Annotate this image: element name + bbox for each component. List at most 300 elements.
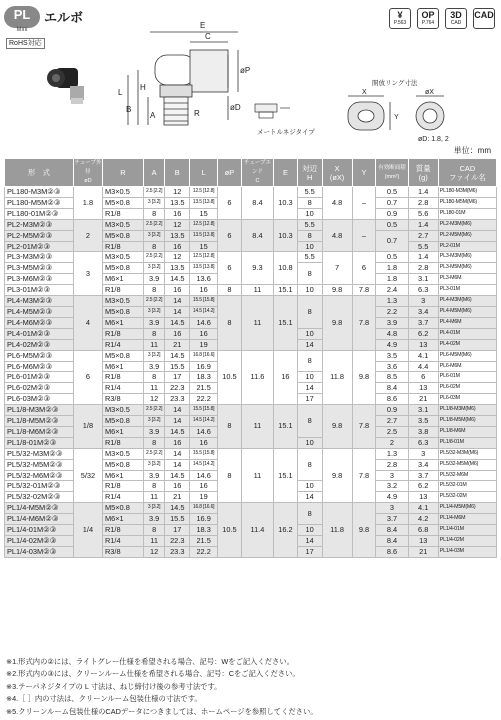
cell-p: 6 <box>218 219 242 252</box>
cell-l: 14.6 <box>190 426 218 437</box>
ring-X: X <box>362 89 367 96</box>
table-row <box>5 503 497 514</box>
cell-cad: PL4-01M <box>438 328 496 339</box>
ring-Y: Y <box>394 114 399 121</box>
cell-s: 8.6 <box>376 394 408 405</box>
cell-w: 3.1 <box>408 274 438 285</box>
column-header: B <box>165 159 190 187</box>
cell-a: 3 [3.2] <box>143 350 165 361</box>
cell-s: 3.6 <box>376 361 408 372</box>
cell-y: 7.8 <box>352 448 376 503</box>
cell-cad: PL180-M3M(M6) <box>438 187 496 198</box>
cell-s: 0.9 <box>376 208 408 219</box>
cell-w: 6 <box>408 372 438 383</box>
cell-h: 17 <box>297 546 322 557</box>
cell-a: 11 <box>143 339 165 350</box>
column-header: øP <box>218 159 242 187</box>
cell-y: 7.8 <box>352 296 376 351</box>
cell-e: 16.2 <box>274 503 298 558</box>
cell-y: – <box>352 187 376 220</box>
column-header: 有効断面積 (mm²) <box>376 159 408 187</box>
cell-w: 3.7 <box>408 317 438 328</box>
cell-b: 14 <box>165 448 190 459</box>
cell-h: 5.5 <box>297 252 322 263</box>
cell-tube-od: 5/32 <box>73 448 102 503</box>
cell-h: 8 <box>297 448 322 481</box>
cell-h: 10 <box>297 372 322 383</box>
cell-h: 10 <box>297 208 322 219</box>
cell-w: 4.1 <box>408 350 438 361</box>
cell-h: 8 <box>297 350 322 372</box>
cell-l: 15 <box>190 241 218 252</box>
cell-l: 14.5 [14.2] <box>190 306 218 317</box>
cell-model: PL1/4-M5M②③ <box>5 503 74 514</box>
cell-w: 1.4 <box>408 252 438 263</box>
cell-l: 21.5 <box>190 536 218 547</box>
cell-a: 8 <box>143 208 165 219</box>
cell-s: 0.7 <box>376 197 408 208</box>
cell-w: 3 <box>408 296 438 307</box>
cell-s: 3.7 <box>376 514 408 525</box>
cell-tube-od: 3 <box>73 252 102 296</box>
cell-c: 11 <box>241 448 273 503</box>
cell-b: 16 <box>165 437 190 448</box>
cell-a: 3 [3.2] <box>143 306 165 317</box>
cell-p: 8 <box>218 296 242 351</box>
metric-caption: メートルネジタイプ <box>257 129 315 136</box>
cell-model: PL5/32-02M②③ <box>5 492 74 503</box>
cell-l: 16 <box>190 481 218 492</box>
cell-y: 7.8 <box>352 285 376 296</box>
cell-model: PL6-01M②③ <box>5 372 74 383</box>
cell-l: 15 <box>190 208 218 219</box>
cell-r: M5×0.8 <box>102 197 143 208</box>
cell-h: 10 <box>297 525 322 536</box>
note-line: ※3.テーパネジタイプの L 寸法は、ねじ締付け後の参考寸法です。 <box>6 681 222 691</box>
cell-b: 13.5 <box>165 230 190 241</box>
cell-b: 17 <box>165 372 190 383</box>
cell-b: 14 <box>165 306 190 317</box>
cell-c: 9.3 <box>241 252 273 285</box>
cell-cad: PL1/4-03M <box>438 546 496 557</box>
cell-a: 12 <box>143 394 165 405</box>
cell-s: 8.4 <box>376 525 408 536</box>
cell-model: PL5/32-M6M②③ <box>5 470 74 481</box>
cell-model: PL2-M5M②③ <box>5 230 74 241</box>
cell-w: 5.6 <box>408 208 438 219</box>
cell-cad: PL3-M3M(M6) <box>438 252 496 263</box>
ring-drawing <box>348 96 444 130</box>
cell-cad: PL6-M6M <box>438 361 496 372</box>
cell-a: 8 <box>143 285 165 296</box>
cell-l: 16.9 <box>190 514 218 525</box>
cell-h: 8 <box>297 263 322 285</box>
spec-table-header <box>5 159 497 187</box>
cell-r: M3×0.5 <box>102 187 143 198</box>
cell-s: 3.5 <box>376 350 408 361</box>
cell-a: 2.5 [2.2] <box>143 187 165 198</box>
cell-s: 1.3 <box>376 448 408 459</box>
cell-s: 0.9 <box>376 405 408 416</box>
cell-r: M6×1 <box>102 274 143 285</box>
cell-w: 2.7 <box>408 230 438 241</box>
cell-model: PL4-M3M②③ <box>5 296 74 307</box>
cell-c: 11 <box>241 405 273 449</box>
cell-cad: PL3-M6M <box>438 274 496 285</box>
column-header: R <box>102 159 143 187</box>
cell-s: 1.3 <box>376 296 408 307</box>
cell-s: 3.9 <box>376 317 408 328</box>
cell-s: 0.5 <box>376 187 408 198</box>
cell-a: 3 [3.2] <box>143 503 165 514</box>
cell-x: 7 <box>322 252 352 285</box>
cell-a: 11 <box>143 536 165 547</box>
cell-r: R1/8 <box>102 285 143 296</box>
cell-s: 3 <box>376 470 408 481</box>
dim-D: øD <box>230 103 241 112</box>
note-line: ※2.形式内の③には、クリーンルーム仕様を希望される場合、記号：Cをご記入ください。 <box>6 669 300 679</box>
cell-s: 8.4 <box>376 536 408 547</box>
dim-R: R <box>194 109 200 118</box>
cell-s: 1.8 <box>376 263 408 274</box>
cell-p: 8 <box>218 448 242 503</box>
cell-r: M6×1 <box>102 514 143 525</box>
cell-w: 2.8 <box>408 197 438 208</box>
cell-r: M3×0.5 <box>102 405 143 416</box>
cell-a: 8 <box>143 372 165 383</box>
cell-model: PL1/8-M6M②③ <box>5 426 74 437</box>
cell-a: 11 <box>143 383 165 394</box>
column-header: Y <box>352 159 376 187</box>
cell-x: 4.8 <box>322 219 352 252</box>
cell-b: 17 <box>165 525 190 536</box>
cell-s: 0.5 <box>376 252 408 263</box>
cell-e: 15.1 <box>274 285 298 296</box>
table-row <box>5 219 497 230</box>
cell-y: 7.8 <box>352 405 376 449</box>
cell-a: 3 [3.2] <box>143 230 165 241</box>
column-header: 質量 (g) <box>408 159 438 187</box>
dim-H: H <box>140 83 146 92</box>
cell-h: 8 <box>297 503 322 525</box>
cell-model: PL180-M5M②③ <box>5 197 74 208</box>
cell-e: 15.1 <box>274 448 298 503</box>
cell-r: R1/4 <box>102 536 143 547</box>
cell-w: 1.4 <box>408 187 438 198</box>
cell-l: 12.5 [12.8] <box>190 252 218 263</box>
cell-a: 3.9 <box>143 514 165 525</box>
cell-w: 21 <box>408 546 438 557</box>
cell-s: 0.5 <box>376 219 408 230</box>
cell-l: 16 <box>190 285 218 296</box>
cell-model: PL4-M6M②③ <box>5 317 74 328</box>
cell-w: 13 <box>408 383 438 394</box>
cell-r: M5×0.8 <box>102 263 143 274</box>
cell-b: 12 <box>165 219 190 230</box>
ring-od: øD: 1.8, 2 <box>418 136 449 143</box>
cell-h: 14 <box>297 536 322 547</box>
cell-model: PL6-M5M②③ <box>5 350 74 361</box>
column-header: チューブ外径 øD <box>73 159 102 187</box>
spec-group <box>5 350 497 405</box>
cell-a: 8 <box>143 241 165 252</box>
cell-x: 4.8 <box>322 187 352 220</box>
cell-h: 8 <box>297 405 322 438</box>
cell-l: 16.8 [16.6] <box>190 503 218 514</box>
cell-b: 22.3 <box>165 536 190 547</box>
cell-a: 2.5 [2.2] <box>143 296 165 307</box>
spec-group <box>5 187 497 220</box>
cell-model: PL3-M5M②③ <box>5 263 74 274</box>
cell-model: PL5/32-01M②③ <box>5 481 74 492</box>
column-header: E <box>274 159 298 187</box>
metric-thread-drawing <box>255 104 290 118</box>
cell-b: 14.5 <box>165 426 190 437</box>
cell-model: PL6-M6M②③ <box>5 361 74 372</box>
cell-x: 9.8 <box>322 448 352 503</box>
cell-r: R1/4 <box>102 383 143 394</box>
cell-w: 3.8 <box>408 426 438 437</box>
cell-b: 16 <box>165 328 190 339</box>
cell-b: 13.5 <box>165 263 190 274</box>
cell-cad: PL1/4-M6M <box>438 514 496 525</box>
table-row <box>5 252 497 263</box>
cell-cad: PL1/8-01M <box>438 437 496 448</box>
cell-s: 0.7 <box>376 230 408 252</box>
cell-cad: PL2-M5M(M6) <box>438 230 496 241</box>
cell-p: 10.5 <box>218 503 242 558</box>
cell-w: 3 <box>408 448 438 459</box>
cell-w: 6.3 <box>408 285 438 296</box>
cell-w: 4.1 <box>408 503 438 514</box>
cell-cad: PL3-M5M(M6) <box>438 263 496 274</box>
cell-w: 3.1 <box>408 405 438 416</box>
cell-cad: PL4-02M <box>438 339 496 350</box>
cell-y: 9.8 <box>352 350 376 405</box>
column-header: チュープエンド C <box>241 159 273 187</box>
cell-model: PL3-M6M②③ <box>5 274 74 285</box>
cell-y: – <box>352 219 376 252</box>
cell-p: 8 <box>218 285 242 296</box>
cell-r: R1/8 <box>102 481 143 492</box>
cell-model: PL180-M3M②③ <box>5 187 74 198</box>
column-header: A <box>143 159 165 187</box>
cell-s: 1.8 <box>376 274 408 285</box>
cell-r: M5×0.8 <box>102 503 143 514</box>
cell-w: 6.3 <box>408 437 438 448</box>
cell-r: R1/8 <box>102 208 143 219</box>
price-icon[interactable]: ¥ P.563 <box>389 8 411 29</box>
cell-l: 16 <box>190 437 218 448</box>
column-header: X (øX) <box>322 159 352 187</box>
cell-l: 13.6 <box>190 274 218 285</box>
cell-x: 9.8 <box>322 405 352 449</box>
cell-l: 14.5 [14.2] <box>190 416 218 427</box>
cell-e: 10.3 <box>274 219 298 252</box>
cell-r: M5×0.8 <box>102 416 143 427</box>
page-title: エルボ <box>44 10 84 25</box>
cell-cad: PL1/8-M3M(M6) <box>438 405 496 416</box>
cell-p: 6 <box>218 187 242 220</box>
cell-b: 13.5 <box>165 197 190 208</box>
cell-s: 2.4 <box>376 285 408 296</box>
cell-x: 9.8 <box>322 296 352 351</box>
cell-s: 4.9 <box>376 339 408 350</box>
cell-c: 11.6 <box>241 350 273 405</box>
cell-l: 15.5 [15.8] <box>190 296 218 307</box>
cell-x: 11.8 <box>322 350 352 405</box>
spec-group <box>5 296 497 351</box>
cad-icon[interactable]: CAD <box>473 8 495 29</box>
cell-r: M3×0.5 <box>102 219 143 230</box>
cell-model: PL5/32-M3M②③ <box>5 448 74 459</box>
rohs-label: RoHS対応 <box>6 38 45 49</box>
cell-w: 4.4 <box>408 361 438 372</box>
cell-a: 2.5 [2.2] <box>143 219 165 230</box>
cell-b: 14 <box>165 405 190 416</box>
cell-r: M5×0.8 <box>102 350 143 361</box>
cell-h: 14 <box>297 492 322 503</box>
header <box>0 0 501 158</box>
table-row <box>5 187 497 198</box>
cell-h: 5.5 <box>297 219 322 230</box>
cell-w: 21 <box>408 394 438 405</box>
cell-c: 11.4 <box>241 503 273 558</box>
column-header: 対辺 H <box>297 159 322 187</box>
cell-h: 17 <box>297 394 322 405</box>
cell-a: 3.9 <box>143 426 165 437</box>
cell-a: 2.5 [2.2] <box>143 252 165 263</box>
cell-r: M5×0.8 <box>102 230 143 241</box>
option-icon[interactable]: OP P.764 <box>417 8 439 29</box>
cell-b: 15.5 <box>165 514 190 525</box>
cell-a: 8 <box>143 328 165 339</box>
cell-e: 15.1 <box>274 405 298 449</box>
dim-L: L <box>118 88 123 97</box>
cell-b: 14.5 <box>165 503 190 514</box>
cell-cad: PL4-M5M(M6) <box>438 306 496 317</box>
note-line: ※1.形式内の②には、ライトグレー仕様を希望される場合、記号：Wをご記入ください。 <box>6 657 294 666</box>
cell-l: 21.5 <box>190 383 218 394</box>
cell-a: 8 <box>143 481 165 492</box>
cell-b: 16 <box>165 481 190 492</box>
cell-h: 8 <box>297 230 322 241</box>
cell-cad: PL180-M5M(M6) <box>438 197 496 208</box>
cell-cad: PL6-M5M(M6) <box>438 350 496 361</box>
cell-a: 3 [3.2] <box>143 263 165 274</box>
cell-c: 8.4 <box>241 187 273 220</box>
cell-l: 18.3 <box>190 372 218 383</box>
cell-model: PL6-02M②③ <box>5 383 74 394</box>
cell-model: PL2-M3M②③ <box>5 219 74 230</box>
cell-l: 15.5 [15.8] <box>190 405 218 416</box>
cell-r: M3×0.5 <box>102 252 143 263</box>
cell-cad: PL2-01M <box>438 241 496 252</box>
cell-c: 11 <box>241 296 273 351</box>
table-row <box>5 448 497 459</box>
cell-l: 13.5 [13.8] <box>190 230 218 241</box>
cell-h: 14 <box>297 383 322 394</box>
cell-w: 13 <box>408 492 438 503</box>
cell-l: 14.6 <box>190 317 218 328</box>
spec-group <box>5 448 497 503</box>
cell-cad: PL1/8-M5M(M6) <box>438 416 496 427</box>
cell-model: PL1/4-M6M②③ <box>5 514 74 525</box>
cell-s: 2.5 <box>376 426 408 437</box>
cell-tube-od: 1/4 <box>73 503 102 558</box>
ring-oX: øX <box>425 89 434 96</box>
dim-C: C <box>205 32 211 41</box>
cell-r: M5×0.8 <box>102 459 143 470</box>
cell-w: 6.2 <box>408 481 438 492</box>
cell-r: M6×1 <box>102 361 143 372</box>
cell-b: 14.5 <box>165 274 190 285</box>
cell-r: R1/8 <box>102 241 143 252</box>
cell-b: 12 <box>165 252 190 263</box>
cell-r: R1/8 <box>102 372 143 383</box>
cell-a: 8 <box>143 437 165 448</box>
cell-b: 14 <box>165 416 190 427</box>
cell-b: 14 <box>165 459 190 470</box>
table-row <box>5 296 497 307</box>
cell-cad: PL1/4-M5M(M6) <box>438 503 496 514</box>
cell-cad: PL6-01M <box>438 372 496 383</box>
cell-w: 3.4 <box>408 306 438 317</box>
cell-s: 8.4 <box>376 383 408 394</box>
table-row <box>5 405 497 416</box>
cell-cad: PL5/32-M6M <box>438 470 496 481</box>
cell-b: 21 <box>165 339 190 350</box>
3d-cad-icon[interactable]: 3D CAD <box>445 8 467 29</box>
cell-b: 14.5 <box>165 317 190 328</box>
cell-l: 16 <box>190 328 218 339</box>
cell-a: 11 <box>143 492 165 503</box>
cell-model: PL4-01M②③ <box>5 328 74 339</box>
cell-p: 6 <box>218 252 242 285</box>
cell-model: PL1/8-M3M②③ <box>5 405 74 416</box>
cell-e: 16 <box>274 350 298 405</box>
cell-cad: PL6-02M <box>438 383 496 394</box>
cell-tube-od: 4 <box>73 296 102 351</box>
cell-r: M6×1 <box>102 426 143 437</box>
cell-h: 8 <box>297 296 322 329</box>
cell-l: 22.2 <box>190 394 218 405</box>
cell-b: 23.3 <box>165 546 190 557</box>
cell-r: M5×0.8 <box>102 306 143 317</box>
cell-y: 9.8 <box>352 503 376 558</box>
cell-model: PL1/8-M5M②③ <box>5 416 74 427</box>
cell-s: 2.7 <box>376 416 408 427</box>
cell-h: 10 <box>297 328 322 339</box>
cell-cad: PL1/4-02M <box>438 536 496 547</box>
cell-model: PL5/32-M5M②③ <box>5 459 74 470</box>
cell-b: 23.3 <box>165 394 190 405</box>
cell-r: R1/4 <box>102 339 143 350</box>
cell-a: 3.9 <box>143 274 165 285</box>
cell-h: 10 <box>297 285 322 296</box>
cell-cad: PL2-M3M(M6) <box>438 219 496 230</box>
product-photo <box>47 68 84 104</box>
cell-s: 8.6 <box>376 546 408 557</box>
cell-cad: PL5/32-M5M(M6) <box>438 459 496 470</box>
cell-e: 10.8 <box>274 252 298 285</box>
cell-l: 22.2 <box>190 546 218 557</box>
cell-r: R1/4 <box>102 492 143 503</box>
ring-caption: 開放リング寸法 <box>372 80 418 87</box>
cell-b: 12 <box>165 187 190 198</box>
column-header: 形 式 <box>5 159 74 187</box>
cell-p: 10.5 <box>218 350 242 405</box>
